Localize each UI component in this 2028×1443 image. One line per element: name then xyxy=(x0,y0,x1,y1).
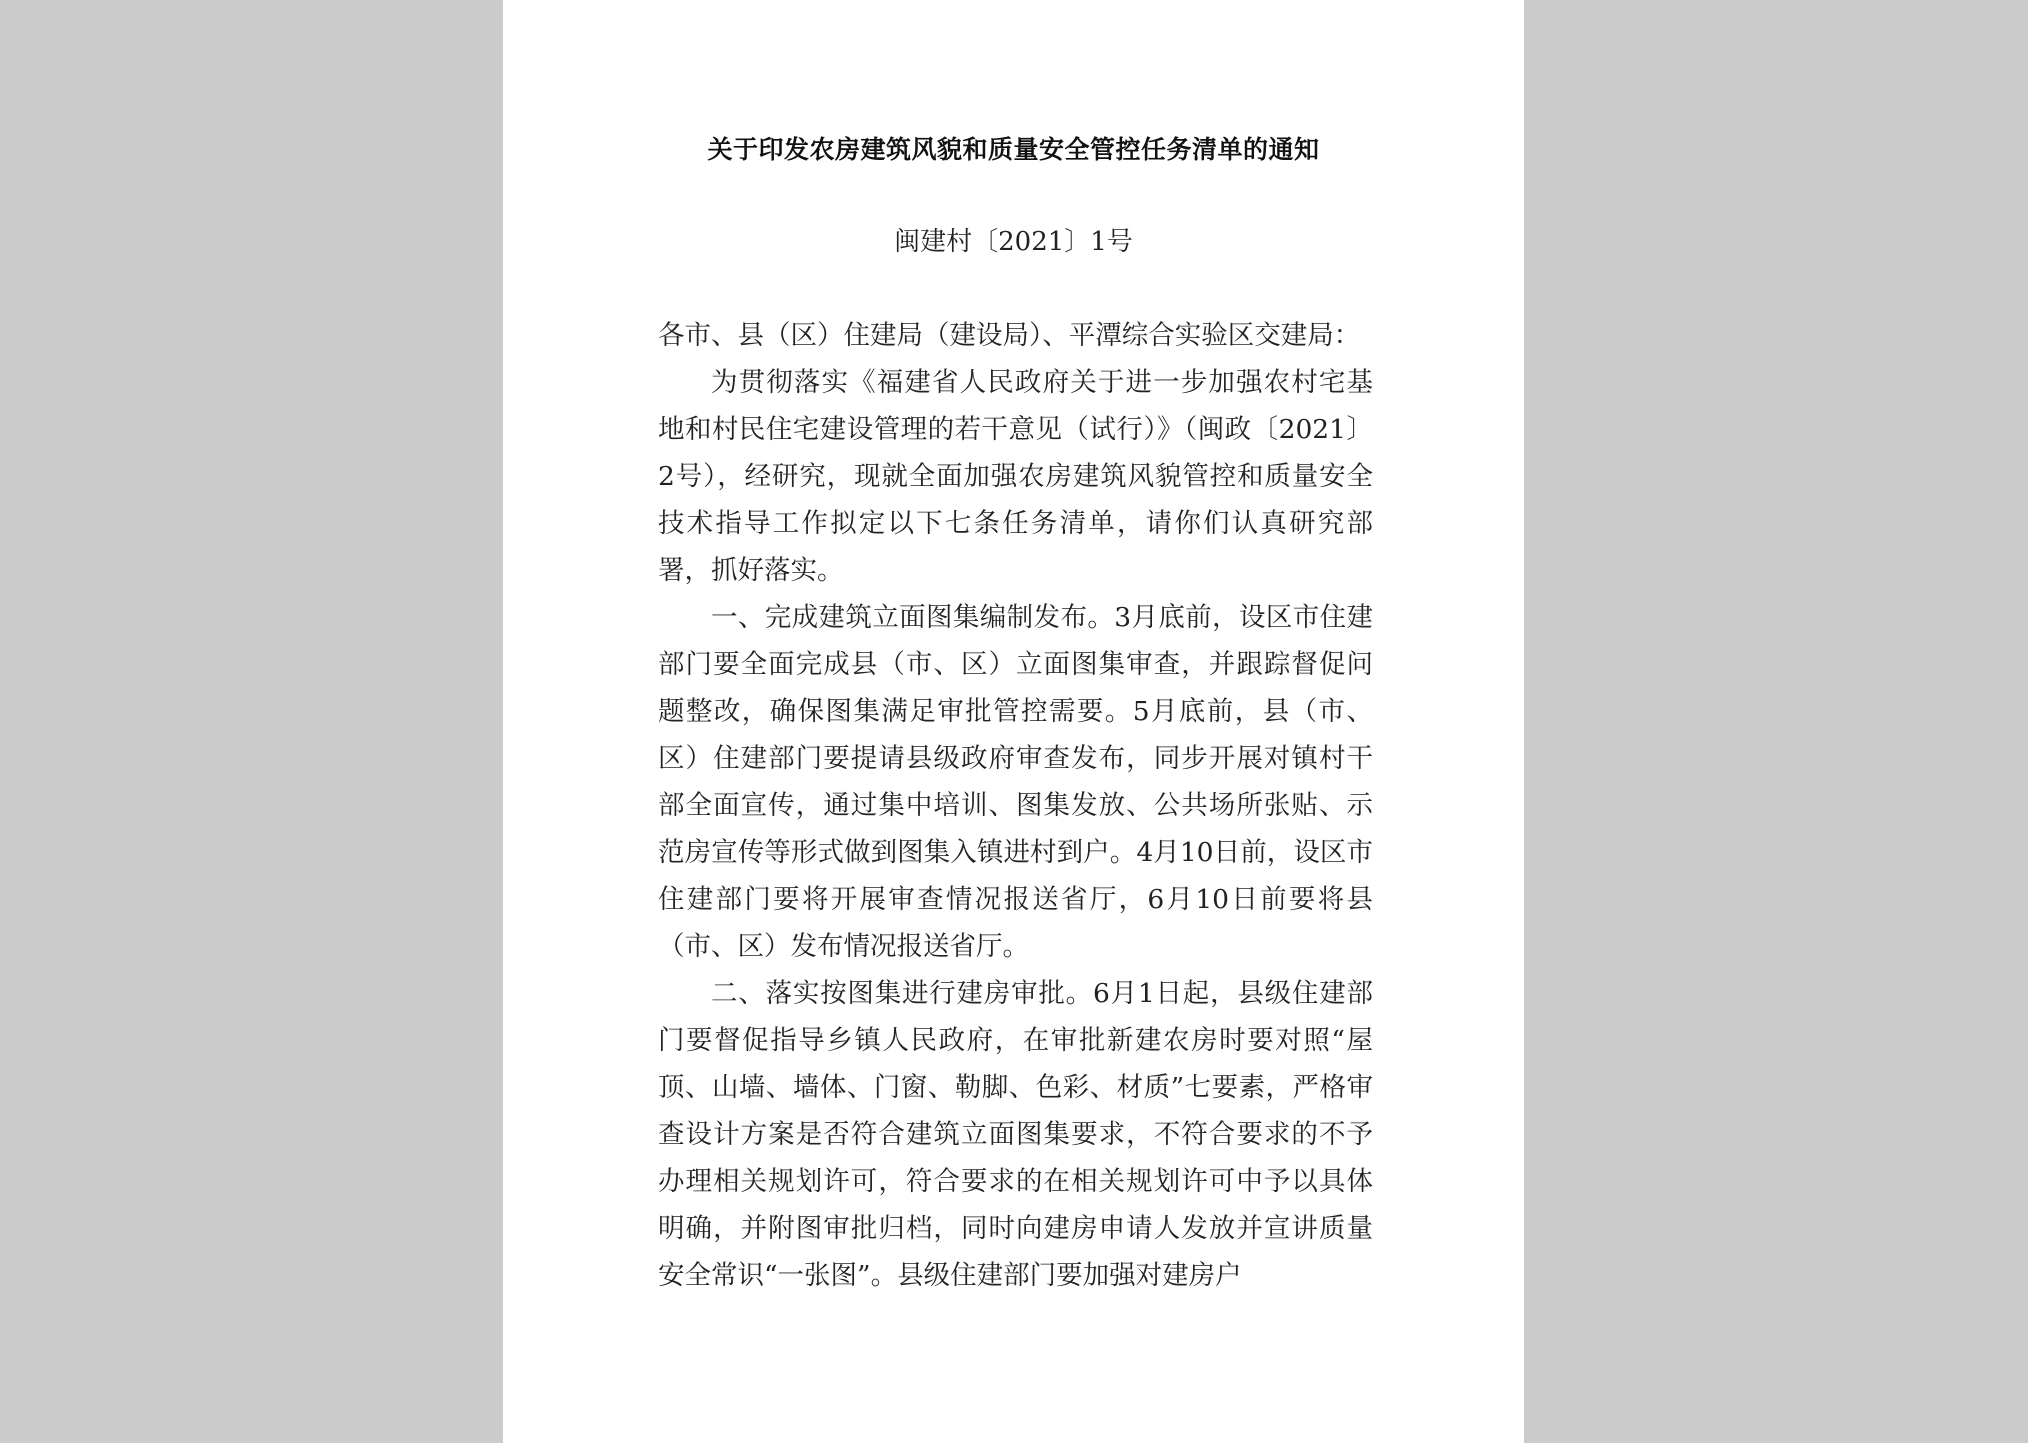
body-paragraph: 一、完成建筑立面图集编制发布。3月底前，设区市住建部门要全面完成县（市、区）立面图集审查，并跟踪督促问题整改，确保图集满足审批管控需要。5月底前，县（市、区）住建部门要提请县级政府审查发布，同步开展对镇村干部全面宣传，通过集中培训、图集发放、公共场所张贴、示范房宣传等形式做到图集入镇进村到户。4月10日前，设区市住建部门要将开展审查情况报送省厅，6月10日前要将县（市、区）发布情况报送省厅。 xyxy=(658,602,1373,962)
document-number: 闽建村〔2021〕1号 xyxy=(894,227,1133,257)
document-title: 关于印发农房建筑风貌和质量安全管控任务清单的通知 xyxy=(707,135,1320,164)
addressee-line: 各市、县（区）住建局（建设局）、平潭综合实验区交建局： xyxy=(658,320,1361,351)
body-paragraph: 为贯彻落实《福建省人民政府关于进一步加强农村宅基地和村民住宅建设管理的若干意见（试行）》（闽政〔2021〕2号），经研究，现就全面加强农房建筑风貌管控和质量安全技术指导工作拟定以下七条任务清单，请你们认真研究部署，抓好落实。 xyxy=(658,367,1373,586)
document-body xyxy=(658,312,1373,1299)
body-paragraph: 二、落实按图集进行建房审批。6月1日起，县级住建部门要督促指导乡镇人民政府，在审批新建农房时要对照“屋顶、山墙、墙体、门窗、勒脚、色彩、材质”七要素，严格审查设计方案是否符合建筑立面图集要求，不符合要求的不予办理相关规划许可，符合要求的在相关规划许可中予以具体明确，并附图审批归档，同时向建房申请人发放并宣讲质量安全常识“一张图”。县级住建部门要加强对建房户 xyxy=(658,978,1373,1291)
document-page xyxy=(503,0,1524,1443)
